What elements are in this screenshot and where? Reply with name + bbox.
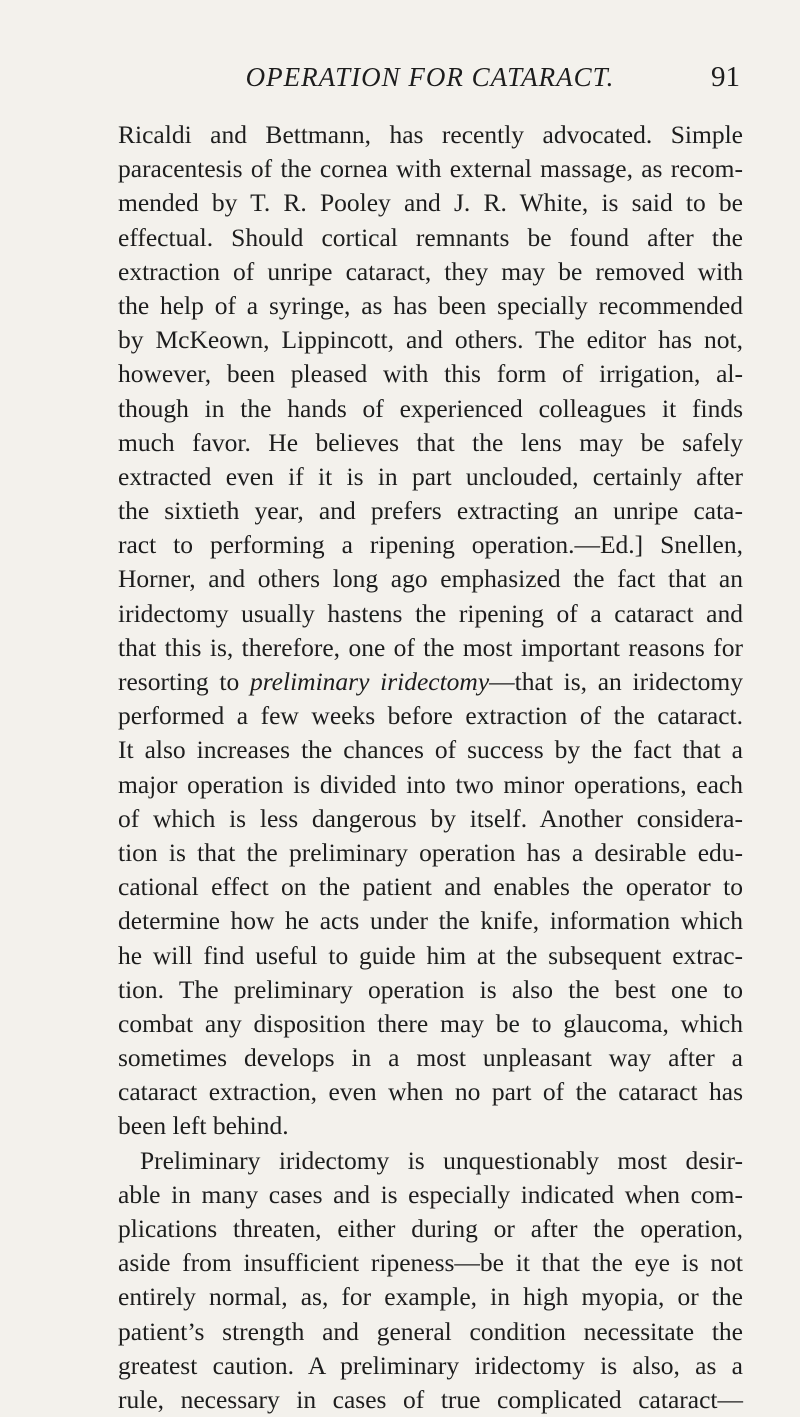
text-line: tion. The preliminary operation is also the best one to bbox=[118, 974, 743, 1004]
text-line: much favor. He believes that the lens may be safely bbox=[118, 427, 743, 457]
text-line: ract to performing a ripening operation.—Ed.] Snellen, bbox=[118, 530, 743, 560]
text-line: entirely normal, as, for example, in high myopia, or the bbox=[118, 1282, 743, 1312]
text-line: combat any disposition there may be to glaucoma, which bbox=[118, 1008, 743, 1038]
text-line: though in the hands of experienced colleagues it finds bbox=[118, 393, 743, 423]
text-line: Ricaldi and Bettmann, has recently advocated. Simple bbox=[118, 120, 743, 149]
text-line: extracted even if it is in part unclouded, certainly after bbox=[118, 461, 743, 491]
text-line: the sixtieth year, and prefers extracting an unripe cata- bbox=[118, 496, 743, 526]
text-line: he will find useful to guide him at the subsequent extrac- bbox=[118, 940, 743, 970]
body-text bbox=[118, 118, 743, 1417]
text-line: determine how he acts under the knife, information which bbox=[118, 906, 743, 936]
text-line: that this is, therefore, one of the most important reasons for bbox=[118, 632, 743, 662]
text-line: able in many cases and is especially indicated when com- bbox=[118, 1179, 743, 1209]
italic-term: preliminary iridectomy bbox=[249, 667, 490, 696]
text-line: of which is less dangerous by itself. Another considera- bbox=[118, 803, 743, 833]
page-number: 91 bbox=[711, 61, 740, 93]
text-line: It also increases the chances of success by the fact that a bbox=[118, 735, 743, 765]
text-line: plications threaten, either during or after the operation, bbox=[118, 1214, 743, 1243]
text-line: aside from insufficient ripeness—be it that the eye is not bbox=[118, 1248, 743, 1278]
text-line: paracentesis of the cornea with external massage, as recom- bbox=[118, 154, 743, 184]
running-head bbox=[120, 60, 740, 100]
text-line: tion is that the preliminary operation has a desirable edu- bbox=[118, 837, 743, 867]
running-title: OPERATION FOR CATARACT. bbox=[245, 62, 615, 92]
text-line: sometimes develops in a most unpleasant way after a bbox=[118, 1043, 743, 1073]
text-line: cataract extraction, even when no part of the cataract has bbox=[118, 1077, 743, 1107]
text-line: the help of a syringe, as has been specially recommended bbox=[118, 290, 743, 320]
text-line: rule, necessary in cases of true complicated cataract— bbox=[118, 1384, 743, 1414]
text-line-with-italic bbox=[118, 665, 743, 699]
text-line: mended by T. R. Pooley and J. R. White, is said to be bbox=[118, 188, 743, 218]
text-line: greatest caution. A preliminary iridectomy is also, as a bbox=[118, 1350, 743, 1380]
text-line: by McKeown, Lippincott, and others. The editor has not, bbox=[118, 325, 743, 355]
text-run: —that is, an iridectomy bbox=[489, 667, 743, 696]
text-line: performed a few weeks before extraction of the cataract. bbox=[118, 701, 743, 731]
text-line: iridectomy usually hastens the ripening of a cataract and bbox=[118, 598, 743, 628]
text-line: been left behind. bbox=[118, 1111, 289, 1141]
text-line: major operation is divided into two minor operations, each bbox=[118, 769, 743, 799]
text-line: however, been pleased with this form of irrigation, al- bbox=[118, 359, 743, 389]
text-line: effectual. Should cortical remnants be found after the bbox=[118, 222, 743, 252]
text-line: patient’s strength and general condition necessitate the bbox=[118, 1316, 743, 1346]
text-line: extraction of unripe cataract, they may be removed with bbox=[118, 256, 743, 286]
text-line: cational effect on the patient and enables the operator to bbox=[118, 872, 743, 902]
text-line: Horner, and others long ago emphasized the fact that an bbox=[118, 564, 743, 594]
text-line: Preliminary iridectomy is unquestionably most desir- bbox=[140, 1145, 743, 1175]
text-run: resorting to bbox=[118, 667, 250, 696]
